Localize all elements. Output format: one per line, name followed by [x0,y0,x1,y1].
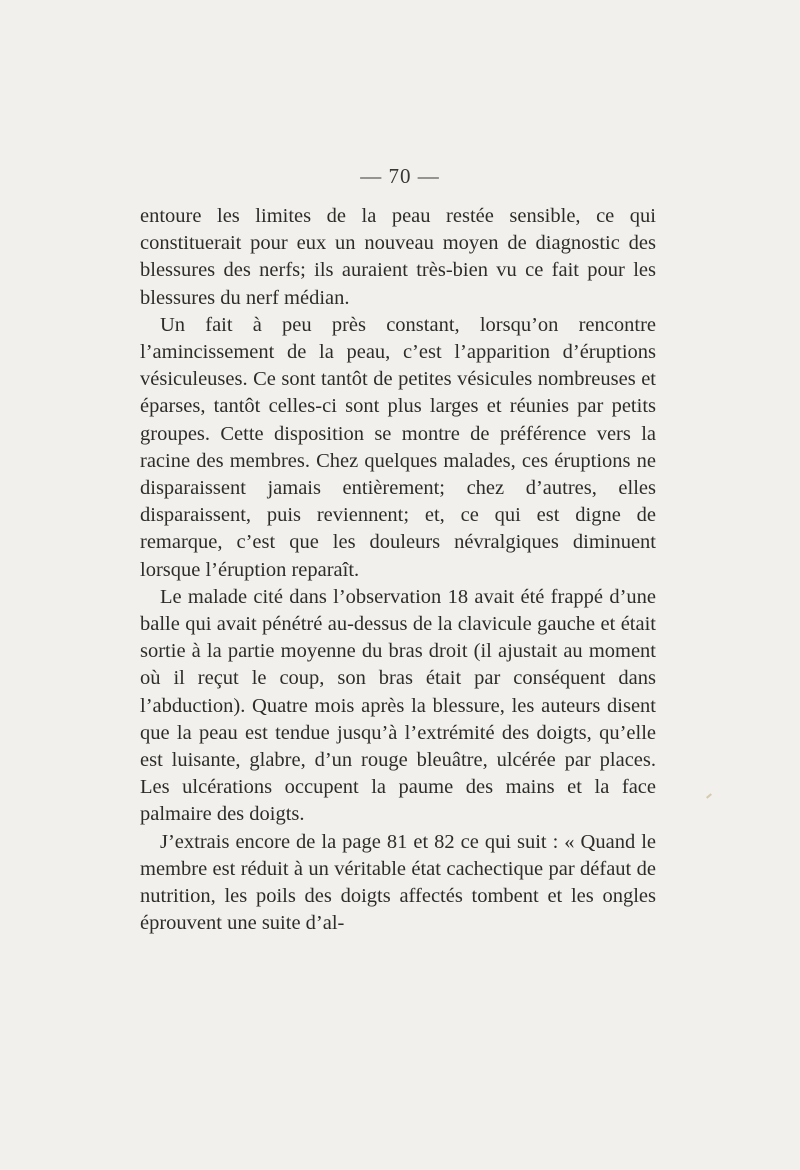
paragraph-2: Un fait à peu près constant, lorsqu’on rencontre l’amincissement de la peau, c’est l’apparition d’éruptions vésiculeuses. Ce sont tantôt de petites vésicules nombreuses et éparses, tantôt celles-ci sont plus larges et réunies par petits groupes. Cette disposition se montre de préférence vers la racine des membres. Chez quelques malades, ces éruptions ne disparaissent jamais entièrement; chez d’autres, elles disparaissent, puis reviennent; et, ce qui est digne de remarque, c’est que les douleurs névralgiques diminuent lorsque l’éruption reparaît. [140,313,656,581]
paragraph-3: Le malade cité dans l’observation 18 avait été frappé d’une balle qui avait pénétré au-dessus de la clavicule gauche et était sortie à la partie moyenne du bras droit (il ajustait au moment où il reçut le coup, son bras était par conséquent dans l’abduction). Quatre mois après la blessure, les auteurs disent que la peau est tendue jusqu’à l’extrémité des doigts, qu’elle est luisante, glabre, d’un rouge bleuâtre, ulcérée par places. Les ulcérations occupent la paume des mains et la face palmaire des doigts. [140,585,656,826]
body-text [140,203,656,937]
paragraph-1: entoure les limites de la peau restée sensible, ce qui constituerait pour eux un nouveau moyen de diagnostic des blessures des nerfs; ils auraient très-bien vu ce fait pour les blessures du nerf médian. [140,205,656,309]
paper-blemish [706,793,712,798]
paragraph-4: J’extrais encore de la page 81 et 82 ce qui suit : « Quand le membre est réduit à un véritable état cachectique par défaut de nutrition, les poils des doigts affectés tombent et les ongles éprouvent une suite d’al- [140,830,656,935]
page-number: — 70 — [360,164,440,188]
